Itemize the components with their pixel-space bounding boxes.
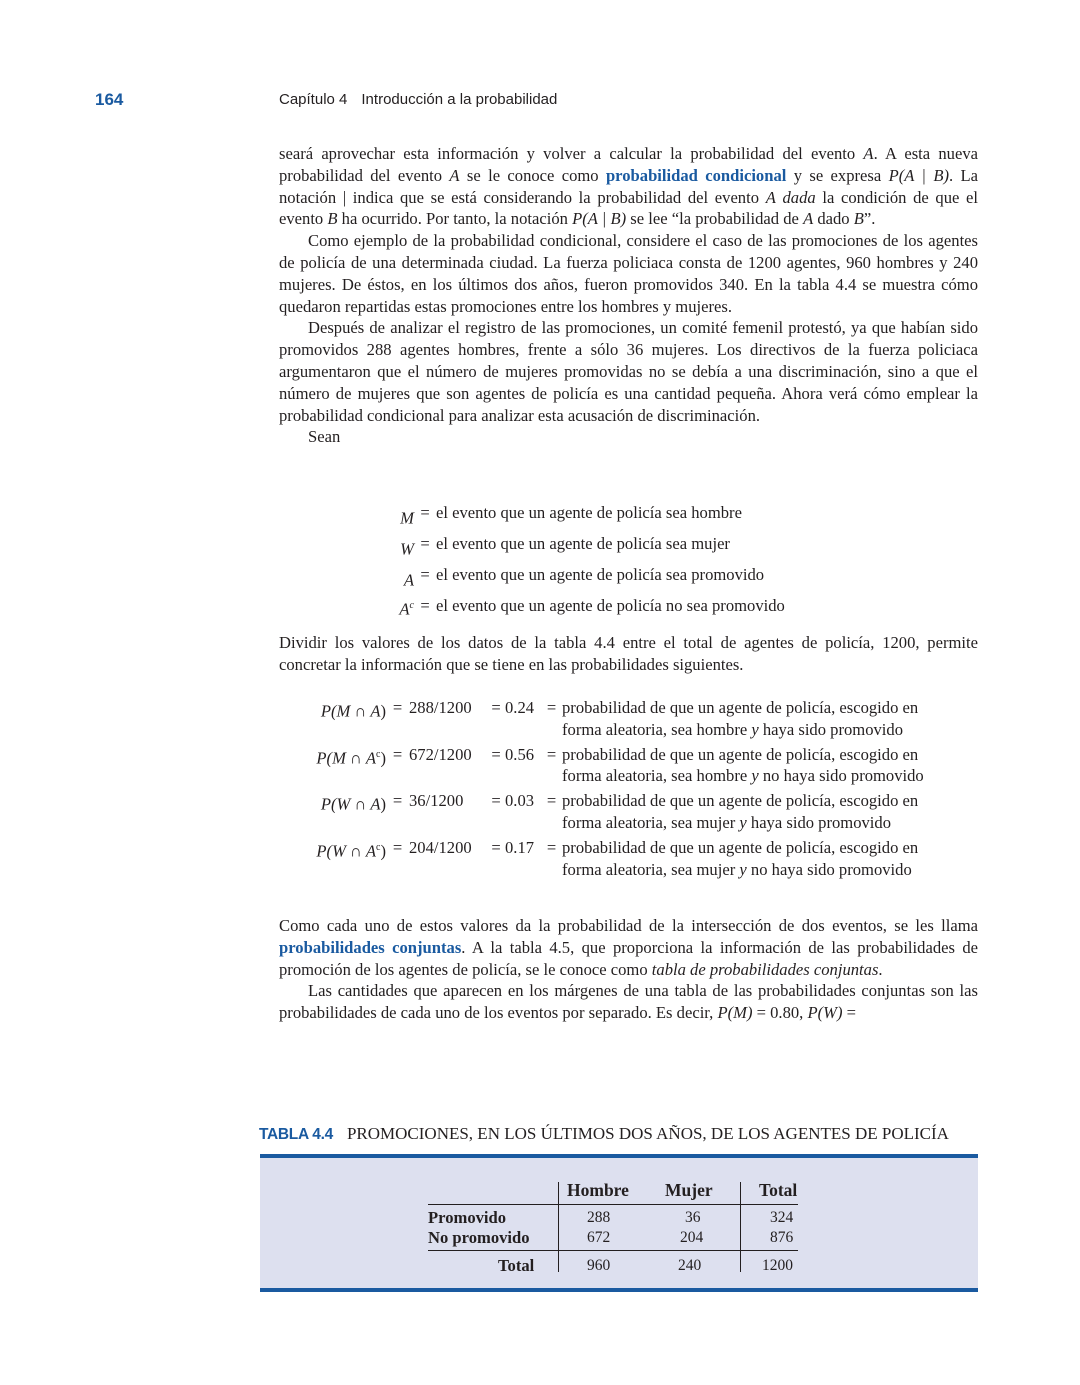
paragraph-1: seará aprovechar esta información y volver a calcular la probabilidad del evento A. A esta nueva probabilidad del evento A se le conoce como probabilidad condicional y se expresa P(A | B). La notación | indica que se está considerando la probabilidad del evento A dada la condición de que el evento B ha ocurrido. Por tanto, la notación P(A | B) se lee “la probabilidad de A dado B”. <box>279 144 979 229</box>
running-header <box>279 91 557 108</box>
row-label-total: Total <box>498 1256 535 1275</box>
paragraph-3: Después de analizar el registro de las promociones, un comité femenil protestó, ya que habían sido promovidos 288 agentes hombres, frente a sólo 36 mujeres. Los directivos de la fuerza policiaca argumentaron que el número de mujeres promovidas no se debía a una discriminación, sino a que el número de mujeres que son agentes de policía es una cantidad pequeña. Ahora verá cómo emplear la probabilidad condicional para analizar esta acusación de discriminación. <box>279 318 978 425</box>
paragraph-6: Como cada uno de estos valores da la probabilidad de la intersección de dos eventos, se les llama probabilidades conjuntas. A la tabla 4.5, que proporciona la información de las probabilidades de promoción de los agentes de policía, se le conoce como tabla de probabilidades conjuntas. <box>279 916 978 979</box>
table-rule-total <box>428 1250 798 1251</box>
table-cell: 1200 <box>762 1257 793 1274</box>
table-cell: 672 <box>587 1229 611 1246</box>
row-label-promovido: Promovido <box>428 1208 507 1227</box>
paragraph-7: Las cantidades que aparecen en los márgenes de una tabla de las probabilidades conjuntas son las probabilidades de cada uno de los eventos por separado. Es decir, P(M) = 0.80, P(W) = <box>279 981 978 1023</box>
definition-row: $A^c$ = el evento que un agente de policía no sea promovido <box>399 596 785 619</box>
table-cell: 240 <box>678 1257 702 1274</box>
joint-probabilities <box>296 697 972 883</box>
table-cell: 324 <box>770 1209 794 1226</box>
table-caption <box>259 1124 949 1144</box>
table-title: PROMOCIONES, EN LOS ÚLTIMOS DOS AÑOS, DE LOS AGENTES DE POLICÍA <box>346 1124 949 1143</box>
row-label-no-promovido: No promovido <box>428 1228 530 1247</box>
table-vrule-right <box>740 1182 741 1272</box>
probability-row: P(M ∩ A) = 288/1200 = 0.24 = probabilidad de que un agente de policía, escogido en forma aleatoria, sea hombre y haya sido promovido <box>320 698 919 739</box>
chapter-title: Introducción a la probabilidad <box>361 91 558 108</box>
table-panel <box>260 1154 978 1292</box>
paragraph-4: Sean <box>308 427 341 447</box>
table-cell: 204 <box>680 1229 704 1246</box>
table-cell: 876 <box>770 1229 794 1246</box>
probability-row: P(M ∩ $A^c$) = 672/1200 = 0.56 = probabilidad de que un agente de policía, escogido en forma aleatoria, sea hombre y no haya sido promovido <box>316 744 924 786</box>
paragraph-5: Dividir los valores de los datos de la tabla 4.4 entre el total de agentes de policía, 1200, permite concretar la información que se tiene en las probabilidades siguientes. <box>279 633 978 674</box>
table-cell: 288 <box>587 1209 611 1226</box>
event-definitions <box>380 500 785 622</box>
probability-row: P(W ∩ A) = 36/1200 = 0.03 = probabilidad de que un agente de policía, escogido en forma aleatoria, sea mujer y haya sido promovido <box>320 791 919 832</box>
paragraph-2: Como ejemplo de la probabilidad condicional, considere el caso de las promociones de los agentes de policía de una determinada ciudad. La fuerza policiaca consta de 1200 agentes, 960 hombres y 240 mujeres. De éstos, en los últimos dos años, fueron promovidos 340. En la tabla 4.4 se muestra cómo quedaron repartidas estas promociones entre los hombres y mujeres. <box>279 231 978 316</box>
column-header-total: Total <box>759 1180 798 1200</box>
table-label: TABLA 4.4 <box>259 1126 333 1143</box>
definition-row: A = el evento que un agente de policía sea promovido <box>403 565 765 590</box>
column-header-mujer: Mujer <box>665 1180 713 1200</box>
table-rule-header <box>428 1204 798 1205</box>
definition-row: M = el evento que un agente de policía sea hombre <box>400 503 742 528</box>
term-joint-probabilities: probabilidades conjuntas <box>279 937 462 957</box>
body-text-bottom <box>279 915 978 1024</box>
definition-row: W = el evento que un agente de policía sea mujer <box>400 534 730 559</box>
probability-row: P(W ∩ $A^c$) = 204/1200 = 0.17 = probabilidad de que un agente de policía, escogido en forma aleatoria, sea mujer y no haya sido promovido <box>316 837 919 879</box>
table-vrule-left <box>558 1182 559 1272</box>
page-number: 164 <box>95 90 124 109</box>
table-cell: 36 <box>685 1209 701 1226</box>
body-text-top <box>279 143 978 448</box>
table-cell: 960 <box>587 1257 611 1274</box>
chapter-label: Capítulo 4 <box>279 91 348 108</box>
column-header-hombre: Hombre <box>567 1180 629 1200</box>
term-conditional-probability: probabilidad condicional <box>605 165 787 185</box>
body-text-middle <box>279 632 978 676</box>
